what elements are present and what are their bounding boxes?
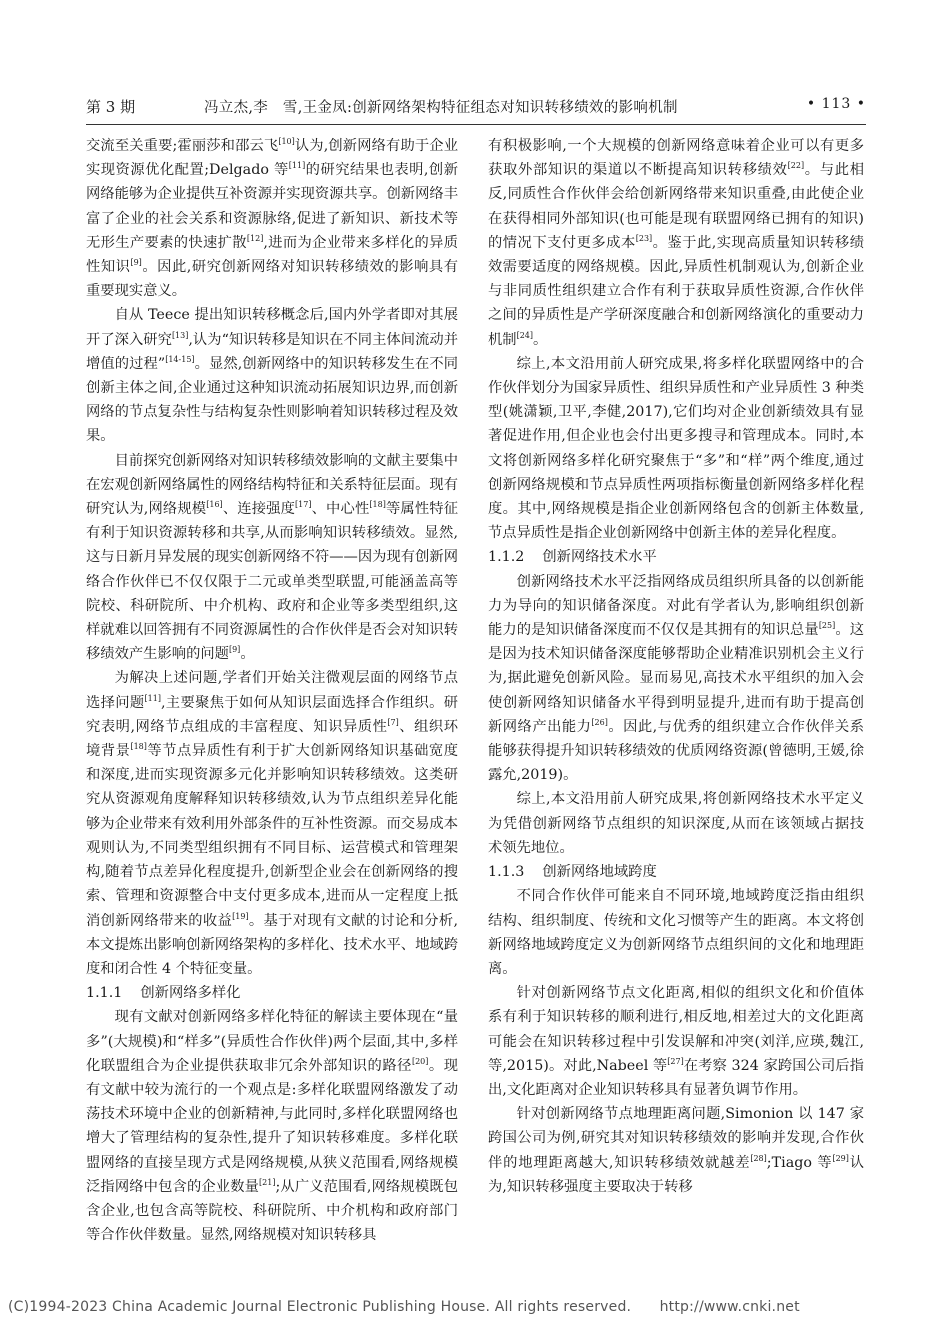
text-run: 。基于对现有文献的讨论和分析,本文提炼出影响创新网络架构的多样化、技术水平、地域跨度和闭合性 4 个特征变量。 <box>86 912 459 977</box>
paragraph <box>488 884 864 981</box>
text-run: 为解决上述问题,学者们开始关注微观层面的网络节点选择问题 <box>86 670 458 711</box>
text-run: 。因此,研究创新网络对知识转移绩效的影响具有重要现实意义。 <box>86 259 458 300</box>
text-run: 。显然,创新网络中的知识转移发生在不同创新主体之间,企业通过这种知识流动拓展知识边界,而创新网络的节点复杂性与结构复杂性则影响着知识转移过程及效果。 <box>86 355 459 445</box>
citation-ref: [22] <box>787 161 805 171</box>
text-run: 交流至关重要;霍丽莎和邵云飞 <box>86 138 279 154</box>
paragraph <box>86 1005 458 1247</box>
paragraph <box>86 449 458 667</box>
text-run: 。因此,与优秀的组织建立合作伙伴关系能够获得提升知识转移绩效的优质网络资源(曾德明,王媛,徐露允,2019)。 <box>488 718 865 784</box>
text-run: 。 <box>240 646 255 663</box>
section-heading-1-1-2 <box>488 545 864 569</box>
text-run: 不同合作伙伴可能来自不同环境,地域跨度泛指由组织结构、组织制度、传统和文化习惯等产生的距离。本文将创新网络地域跨度定义为创新网络节点组织间的文化和地理距离。 <box>488 888 864 977</box>
citation-ref: [12] <box>246 233 264 243</box>
text-run: ,主要聚焦于如何从知识层面选择合作组织。研究表明,网络节点组成的丰富程度、知识异质性 <box>86 694 459 735</box>
section-title: 创新网络技术水平 <box>542 549 657 566</box>
paragraph <box>86 666 458 981</box>
text-run: 针对创新网络节点文化距离,相似的组织文化和价值体系有利于知识转移的顺利进行,相反地,相差过大的文化距离可能会在知识转移过程中引发误解和冲突(刘洋,应瑛,魏江,等,2015)。对此,Nabeel 等 <box>488 985 864 1074</box>
section-heading-1-1-1 <box>86 981 458 1005</box>
citation-ref: [7] <box>387 717 399 727</box>
section-heading-1-1-3 <box>488 860 864 884</box>
citation-ref: [11] <box>144 693 161 703</box>
citation-ref: [14-15] <box>165 354 195 364</box>
citation-ref: [21] <box>259 1177 276 1187</box>
copyright-footer: (C)1994-2023 China Academic Journal Electronic Publishing House. All rights reserved. http://www.cnki.net <box>8 1299 800 1315</box>
text-run: 、连接强度 <box>222 501 296 518</box>
text-run: 认为,知识转移强度主要取决于转移 <box>488 1154 865 1195</box>
citation-ref: [19] <box>232 911 249 921</box>
text-run: 现有文献对创新网络多样化特征的解读主要体现在“量多”(大规模)和“样多”(异质性合作伙伴)两个层面,其中,多样化联盟组合为企业提供获取非冗余外部知识的路径 <box>86 1009 458 1074</box>
text-run: 等节点异质性有利于扩大创新网络知识基础宽度和深度,进而实现资源多元化并影响知识转移绩效。这类研究从资源观角度解释知识转移绩效,认为节点组织差异化能够为企业带来有效利用外部条件的互补性资源。而交易成本观则认为,不同类型组织拥有不同目标、运营模式和管理架构,随着节点差异化程度提升,创新型企业会在创新网络的搜索、管理和资源整合中支付更多成本,进而从一定程度上抵消创新网络带来的收益 <box>86 743 459 929</box>
text-run: 有积极影响,一个大规模的创新网络意味着企业可以有更多获取外部知识的渠道以不断提高知识转移绩效 <box>488 138 864 179</box>
article-running-title: 冯立杰,李 雪,王金凤:创新网络架构特征组态对知识转移绩效的影响机制 <box>204 100 678 116</box>
text-run: 。鉴于此,实现高质量知识转移绩效需要适度的网络规模。因此,异质性机制观认为,创新企业与非同质性组织建立合作有利于获取异质性资源,合作伙伴之间的异质性是产学研深度融合和创新网络演化的重要动力机制 <box>488 234 864 348</box>
citation-ref: [28] <box>750 1153 767 1163</box>
text-run: ,认为“知识转移是知识在不同主体间流动并增值的过程” <box>86 331 459 372</box>
text-run: 的研究结果也表明,创新网络能够为企业提供互补资源并实现资源共享。创新网络丰富了企业的社会关系和资源脉络,促进了新知识、新技术等无形生产要素的快速扩散 <box>86 162 459 251</box>
text-run: ;Tiago 等 <box>766 1154 833 1171</box>
header-rule <box>86 124 866 125</box>
paragraph <box>488 134 864 352</box>
citation-ref: [25] <box>818 621 836 631</box>
section-number: 1.1.2 <box>488 549 525 566</box>
text-run: 。这是因为技术知识储备深度能够帮助企业精准识别机会主义行为,据此避免创新风险。显而易见,高技术水平组织的加入会使创新网络知识储备水平得到明显提升,进而有助于提高创新网络产出能力 <box>488 622 865 735</box>
text-run: ;从广义范围看,网络规模既包含企业,也包含高等院校、科研院所、中介机构和政府部门等合作伙伴数量。显然,网络规模对知识转移具 <box>86 1178 458 1244</box>
text-run: 等属性特征有利于知识资源转移和共享,从而影响知识转移绩效。显然,这与日新月异发展的现实创新网络不符——因为现有创新网络合作伙伴已不仅仅限于二元或单类型联盟,可能涵盖高等院校、科研院所、中介机构、政府和企业等多类型组织,这样就难以回答拥有不同资源属性的合作伙伴是否会对知识转移绩效产生影响的问题 <box>86 501 459 663</box>
citation-ref: [9] <box>130 258 142 268</box>
text-run: ,进而为企业带来多样化的异质性知识 <box>86 234 458 276</box>
paragraph <box>488 787 864 860</box>
paragraph <box>488 1102 864 1199</box>
citation-ref: [13] <box>171 330 189 340</box>
citation-ref: [26] <box>591 717 608 727</box>
citation-ref: [11] <box>288 161 306 171</box>
paragraph <box>86 134 458 303</box>
running-header <box>86 88 866 122</box>
left-column <box>86 134 458 1247</box>
text-run: 、组织环境背景 <box>86 718 458 760</box>
section-title: 创新网络地域跨度 <box>542 864 657 881</box>
right-column <box>488 134 864 1199</box>
page-number: • 113 • <box>806 96 866 112</box>
citation-ref: [18] <box>130 742 147 752</box>
text-run: 综上,本文沿用前人研究成果,将多样化联盟网络中的合作伙伴划分为国家异质性、组织异质性和产业异质性 3 种类型(姚潇颖,卫平,李健,2017),它们均对企业创新绩效具有显著促进作用,但企业也会付出更多搜寻和管理成本。同时,本文将创新网络多样化研究聚焦于“多”和“样”两个维度,通过创新网络规模和节点异质性两项指标衡量创新网络多样化程度。其中,网络规模是指企业创新网络包含的创新主体数量,节点异质性是指企业创新网络中创新主体的差异化程度。 <box>488 355 864 542</box>
citation-ref: [27] <box>667 1056 684 1066</box>
text-run: 认为,创新网络有助于企业实现资源优化配置;Delgado 等 <box>86 138 458 179</box>
text-run: 、中心性 <box>311 501 370 518</box>
text-run: 。 <box>533 331 548 348</box>
citation-ref: [10] <box>278 137 295 146</box>
citation-ref: [23] <box>635 233 653 243</box>
text-run: 创新网络技术水平泛指网络成员组织所具备的以创新能力为导向的知识储备深度。对此有学者认为,影响组织创新能力的是知识储备深度而不仅仅是其拥有的知识总量 <box>488 573 864 639</box>
text-run: 针对创新网络节点地理距离问题,Simonion 以 147 家跨国公司为例,研究其对知识转移绩效的影响并发现,合作伙伴的地理距离越大,知识转移绩效就越差 <box>488 1106 864 1171</box>
citation-ref: [17] <box>295 500 312 510</box>
paragraph <box>488 981 864 1102</box>
section-number: 1.1.1 <box>86 985 123 1002</box>
paragraph <box>86 303 458 448</box>
text-run: 综上,本文沿用前人研究成果,将创新网络技术水平定义为凭借创新网络节点组织的知识深度,从而在该领域占据技术领先地位。 <box>488 791 864 856</box>
issue-number: 第 3 期 <box>86 98 136 116</box>
citation-ref: [16] <box>206 500 223 510</box>
citation-ref: [29] <box>832 1153 849 1163</box>
citation-ref: [9] <box>228 645 241 655</box>
citation-ref: [24] <box>516 330 534 340</box>
paragraph <box>488 570 864 788</box>
paragraph <box>488 352 864 546</box>
text-run: 目前探究创新网络对知识转移绩效影响的文献主要集中在宏观创新网络属性的网络结构特征和关系特征层面。现有研究认为,网络规模 <box>86 452 458 518</box>
text-run: 。与此相反,同质性合作伙伴会给创新网络带来知识重叠,由此使企业在获得相同外部知识(也可能是现有联盟网络已拥有的知识)的情况下支付更多成本 <box>488 162 865 251</box>
section-number: 1.1.3 <box>488 864 525 881</box>
text-run: 自从 Teece 提出知识转移概念后,国内外学者即对其展开了深入研究 <box>86 307 458 348</box>
text-run: 在考察 324 家跨国公司后指出,文化距离对企业知识转移具有显著负调节作用。 <box>488 1057 864 1098</box>
section-title: 创新网络多样化 <box>140 985 241 1002</box>
citation-ref: [20] <box>411 1056 429 1066</box>
text-run: 。现有文献中较为流行的一个观点是:多样化联盟网络激发了动荡技术环境中企业的创新精神,与此同时,多样化联盟网络也增大了管理结构的复杂性,提升了知识转移难度。多样化联盟网络的直接呈现方式是网络规模,从狭义范围看,网络规模泛指网络中包含的企业数量 <box>86 1057 459 1195</box>
citation-ref: [18] <box>369 500 386 510</box>
